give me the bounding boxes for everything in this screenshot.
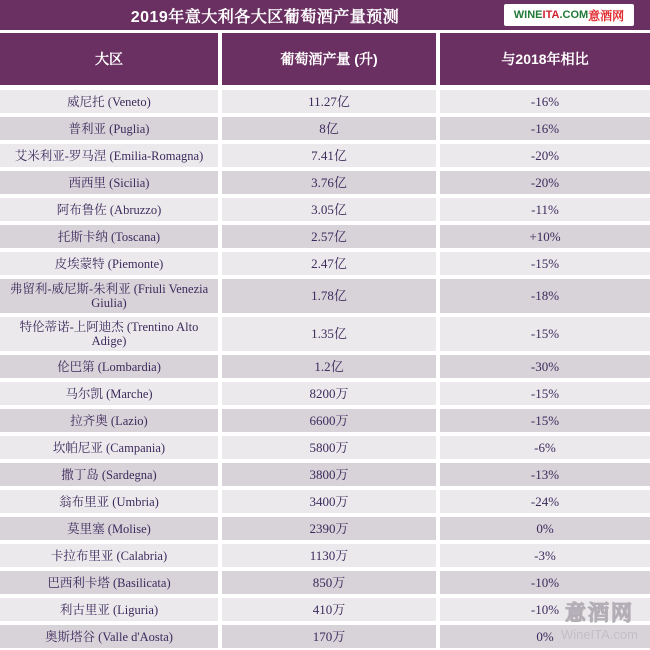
change-cell: +10% bbox=[440, 225, 650, 248]
table-row bbox=[0, 625, 650, 648]
change-cell: -20% bbox=[440, 171, 650, 194]
region-cell: 奥斯塔谷 (Valle d'Aosta) bbox=[0, 625, 218, 648]
table-row bbox=[0, 317, 650, 351]
change-cell: -15% bbox=[440, 317, 650, 351]
change-cell: -10% bbox=[440, 598, 650, 621]
production-cell: 3.76亿 bbox=[222, 171, 436, 194]
change-cell: -15% bbox=[440, 252, 650, 275]
logo-text-cn: 意酒网 bbox=[588, 8, 625, 23]
region-cell: 皮埃蒙特 (Piemonte) bbox=[0, 252, 218, 275]
logo-text-ita: ITA bbox=[542, 9, 560, 21]
table-row bbox=[0, 279, 650, 313]
table-row bbox=[0, 409, 650, 432]
change-cell: -11% bbox=[440, 198, 650, 221]
wineita-logo bbox=[504, 4, 634, 26]
change-cell: -20% bbox=[440, 144, 650, 167]
production-cell: 11.27亿 bbox=[222, 90, 436, 113]
header-change: 与2018年相比 bbox=[440, 33, 650, 85]
change-cell: -13% bbox=[440, 463, 650, 486]
region-cell: 巴西利卡塔 (Basilicata) bbox=[0, 571, 218, 594]
production-cell: 410万 bbox=[222, 598, 436, 621]
region-cell: 马尔凯 (Marche) bbox=[0, 382, 218, 405]
header-production: 葡萄酒产量 (升) bbox=[222, 33, 436, 85]
table-row bbox=[0, 225, 650, 248]
production-cell: 8200万 bbox=[222, 382, 436, 405]
logo-text-com: .COM bbox=[559, 9, 589, 21]
table-row bbox=[0, 252, 650, 275]
logo-text-wine: WINE bbox=[513, 9, 543, 21]
change-cell: -15% bbox=[440, 382, 650, 405]
region-cell: 阿布鲁佐 (Abruzzo) bbox=[0, 198, 218, 221]
region-cell: 威尼托 (Veneto) bbox=[0, 90, 218, 113]
region-cell: 伦巴第 (Lombardia) bbox=[0, 355, 218, 378]
change-cell: -6% bbox=[440, 436, 650, 459]
region-cell: 卡拉布里亚 (Calabria) bbox=[0, 544, 218, 567]
table-row bbox=[0, 198, 650, 221]
change-cell: 0% bbox=[440, 517, 650, 540]
production-cell: 2.47亿 bbox=[222, 252, 436, 275]
table-header-row bbox=[0, 33, 650, 85]
region-cell: 撒丁岛 (Sardegna) bbox=[0, 463, 218, 486]
table-row bbox=[0, 171, 650, 194]
region-cell: 利古里亚 (Liguria) bbox=[0, 598, 218, 621]
production-cell: 3800万 bbox=[222, 463, 436, 486]
change-cell: -24% bbox=[440, 490, 650, 513]
production-cell: 8亿 bbox=[222, 117, 436, 140]
watermark-en: WineITA.com bbox=[560, 627, 638, 642]
production-cell: 5800万 bbox=[222, 436, 436, 459]
production-cell: 3.05亿 bbox=[222, 198, 436, 221]
production-cell: 1.2亿 bbox=[222, 355, 436, 378]
region-cell: 弗留利-威尼斯-朱利亚 (Friuli Venezia Giulia) bbox=[0, 279, 218, 313]
region-cell: 翁布里亚 (Umbria) bbox=[0, 490, 218, 513]
table-row bbox=[0, 117, 650, 140]
region-cell: 特伦蒂诺-上阿迪杰 (Trentino Alto Adige) bbox=[0, 317, 218, 351]
watermark-cn: 意酒网 bbox=[564, 602, 634, 625]
production-cell: 6600万 bbox=[222, 409, 436, 432]
region-cell: 托斯卡纳 (Toscana) bbox=[0, 225, 218, 248]
production-cell: 7.41亿 bbox=[222, 144, 436, 167]
region-cell: 艾米利亚-罗马涅 (Emilia-Romagna) bbox=[0, 144, 218, 167]
change-cell: -18% bbox=[440, 279, 650, 313]
table-row bbox=[0, 463, 650, 486]
table-row bbox=[0, 355, 650, 378]
production-cell: 1.78亿 bbox=[222, 279, 436, 313]
region-cell: 普利亚 (Puglia) bbox=[0, 117, 218, 140]
change-cell: 0% bbox=[440, 625, 650, 648]
table-row bbox=[0, 490, 650, 513]
header-region: 大区 bbox=[0, 33, 218, 85]
production-cell: 850万 bbox=[222, 571, 436, 594]
region-cell: 坎帕尼亚 (Campania) bbox=[0, 436, 218, 459]
table-row bbox=[0, 571, 650, 594]
page-title: 2019年意大利各大区葡萄酒产量预测 bbox=[130, 8, 400, 26]
change-cell: -30% bbox=[440, 355, 650, 378]
region-cell: 西西里 (Sicilia) bbox=[0, 171, 218, 194]
table-row bbox=[0, 144, 650, 167]
change-cell: -16% bbox=[440, 90, 650, 113]
table-row bbox=[0, 517, 650, 540]
change-cell: -16% bbox=[440, 117, 650, 140]
table-row bbox=[0, 382, 650, 405]
production-cell: 2.57亿 bbox=[222, 225, 436, 248]
table-row bbox=[0, 598, 650, 621]
change-cell: -10% bbox=[440, 571, 650, 594]
title-bar bbox=[0, 0, 650, 30]
production-cell: 2390万 bbox=[222, 517, 436, 540]
table-row bbox=[0, 436, 650, 459]
table-row bbox=[0, 90, 650, 113]
table-body bbox=[0, 90, 650, 648]
change-cell: -3% bbox=[440, 544, 650, 567]
production-cell: 170万 bbox=[222, 625, 436, 648]
production-cell: 3400万 bbox=[222, 490, 436, 513]
region-cell: 莫里塞 (Molise) bbox=[0, 517, 218, 540]
region-cell: 拉齐奥 (Lazio) bbox=[0, 409, 218, 432]
production-cell: 1130万 bbox=[222, 544, 436, 567]
table-row bbox=[0, 544, 650, 567]
change-cell: -15% bbox=[440, 409, 650, 432]
production-cell: 1.35亿 bbox=[222, 317, 436, 351]
